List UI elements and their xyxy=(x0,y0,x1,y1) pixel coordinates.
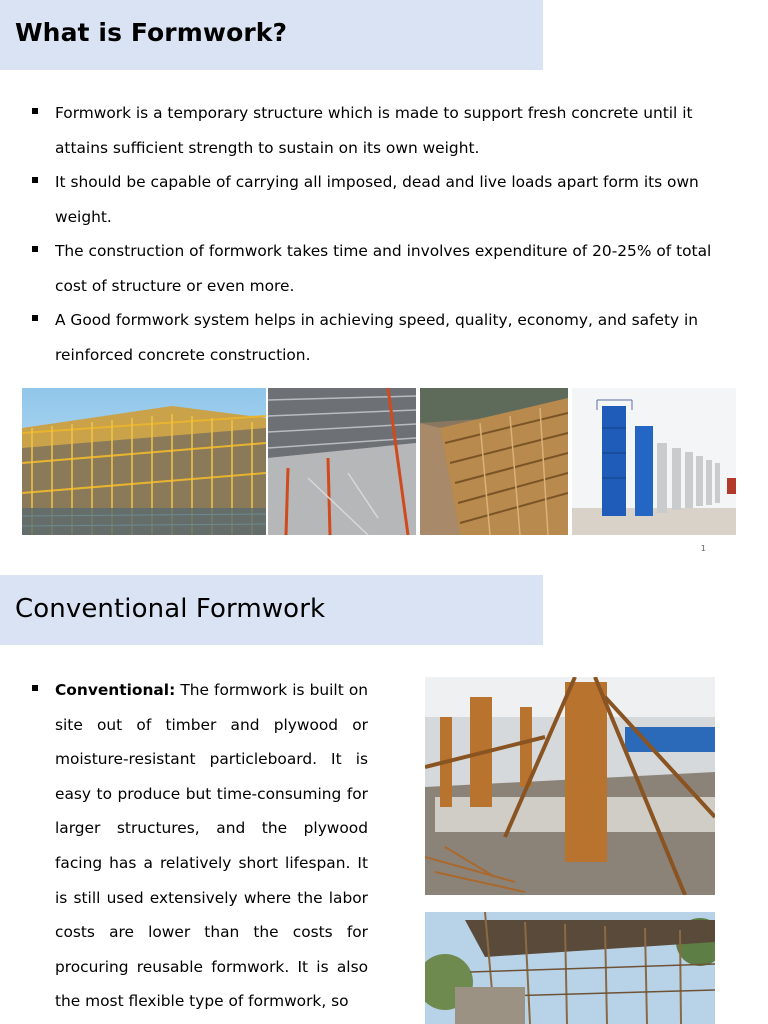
title-bar xyxy=(0,575,543,645)
bullet-item xyxy=(32,165,732,234)
bullet-paragraph xyxy=(32,673,368,1019)
photo-slab-scaffold xyxy=(425,912,715,1024)
title-bar xyxy=(0,0,543,70)
photo-timber-frame-building xyxy=(22,388,266,535)
bullet-item xyxy=(32,303,732,372)
term-label: Conventional: xyxy=(55,681,176,699)
bullet-square-icon xyxy=(32,685,38,691)
bullet-item xyxy=(32,96,732,165)
body-text-column xyxy=(32,673,368,1019)
bullet-text: The construction of formwork takes time and involves expenditure of 20-25% of total cost of structure or even more. xyxy=(55,242,712,295)
photo-blue-column-forms xyxy=(572,388,736,535)
slide-title: What is Formwork? xyxy=(15,18,288,47)
photo-timber-column-site xyxy=(425,677,715,895)
bullet-list xyxy=(32,96,732,372)
bullet-text: It should be capable of carrying all imposed, dead and live loads apart form its own weight. xyxy=(55,173,699,226)
bullet-square-icon xyxy=(32,246,38,252)
photo-slab-props xyxy=(268,388,416,535)
slide-conventional-formwork xyxy=(0,575,768,1024)
bullet-text: A Good formwork system helps in achieving speed, quality, economy, and safety in reinforced concrete construction. xyxy=(55,311,699,364)
body-text: The formwork is built on site out of timber and plywood or moisture-resistant particleboard. It is easy to produce but time-consuming for larger structures, and the plywood facing has a relatively short lifespan. It is still used extensively where the labor costs are lower than the costs for procuring reusable formwork. It is also the most flexible type of formwork, so xyxy=(55,681,368,1011)
formwork-photo-strip xyxy=(22,388,736,535)
bullet-square-icon xyxy=(32,177,38,183)
bullet-item xyxy=(32,234,732,303)
bullet-square-icon xyxy=(32,108,38,114)
page-number: 1 xyxy=(700,544,706,553)
photo-timber-wall-forms xyxy=(420,388,568,535)
slide-title: Conventional Formwork xyxy=(15,594,326,624)
bullet-square-icon xyxy=(32,315,38,321)
bullet-text: Formwork is a temporary structure which is made to support fresh concrete until it attains sufficient strength to sustain on its own weight. xyxy=(55,104,693,157)
